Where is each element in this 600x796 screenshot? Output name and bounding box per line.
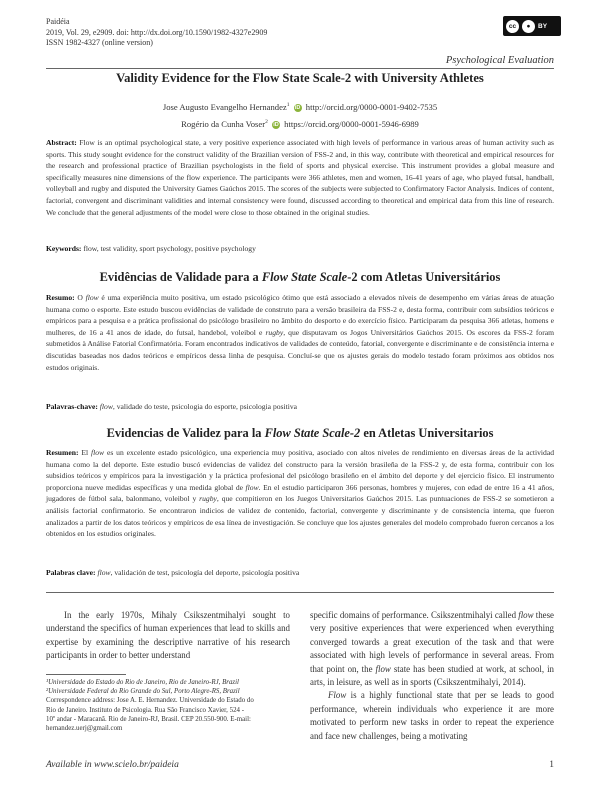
keywords-text: , validade do teste, psicologia do esporte, psicologia positiva <box>112 402 297 411</box>
title-spanish <box>46 426 554 441</box>
abstract-label: Abstract: <box>46 138 77 147</box>
cc-license-badge[interactable] <box>503 16 561 36</box>
title-part: Evidências de Validade para a <box>99 270 262 284</box>
text-part: , que compitieron en los Juegos Universitarios Gaúchos 2015. Las puntuaciones de FSS-2 se sometieron a análisis factorial confirmatorio. Se encontraron indicios de validez de contenido, factorial, convergente y discriminante y de consistencia interna, que fueron analizados a partir de los datos teóricos y empíricos de esa línea de investigación. Se concluye que los ajustes generales del modelo comprobado fueron cercanos a los obtenidos en los estudios originales. <box>46 494 554 539</box>
text-italic: Flow <box>328 690 347 701</box>
body-paragraph <box>310 609 554 689</box>
text-italic: flow <box>90 448 105 457</box>
keywords-label: Palabras clave: <box>46 568 96 577</box>
keywords-portuguese <box>46 402 554 411</box>
body-paragraph <box>310 689 554 743</box>
keywords-text: flow, test validity, sport psychology, positive psychology <box>83 244 256 253</box>
footnote-1: ¹Universidade do Estado do Rio de Janeiro, Rio de Janeiro-RJ, Brazil <box>46 679 239 686</box>
intro-paragraph: In the early 1970s, Mihaly Csikszentmihalyi sought to understand the specifics of human experiences that lead to skills and expertise by examining the descriptive narrative of his research participants in order to better understand <box>46 610 290 661</box>
author-name: Rogério da Cunha Voser <box>181 119 266 129</box>
title-part: -2 com Atletas Universitários <box>347 270 501 284</box>
correspondence-line: 10º andar - Maracanã. Rio de Janeiro-RJ, Brasil. CEP 20.550-900. E-mail: <box>46 715 251 723</box>
text-part: state has been studied at work, at school, in arts, in leisure, as well as in sports (Csikszentmihalyi, 2014). <box>310 663 554 688</box>
orcid-icon[interactable]: iD <box>273 122 279 129</box>
abstract-divider <box>46 592 554 593</box>
abstract-label: Resumo: <box>46 293 75 302</box>
footnotes <box>46 678 290 733</box>
author-affiliation: 2 <box>265 119 268 126</box>
text-italic: rugby <box>265 327 284 337</box>
title-part: Evidencias de Validez para la <box>106 426 265 440</box>
article-metadata <box>46 17 267 49</box>
footnote-2: ²Universidade Federal do Rio Grande do Sul, Porto Alegre-RS, Brazil <box>46 688 240 696</box>
keywords-label: Keywords: <box>46 244 82 253</box>
text-part: these very positive experiences that were experienced when everything converged towards a great execution of the task and that were associated with high levels of performance in several areas. From that point on, the <box>310 610 555 674</box>
title-italic: Flow State Scale <box>261 270 348 284</box>
text-part: , que disputavam os Jogos Universitários Gaúchos 2015. Os escores da FSS-2 foram submetidos à Análise Fatorial Confirmatória. Foram encontrados indicativos de validades de conteúdo, fatorial, convergente e discriminante e de consistência interna e discutidas baseadas nos dados teóricos e empíricos dessa linha de pesquisa. Concluí-se que os ajustes gerais do modelo testado foram próximos aos obtidos nos estudos originais. <box>46 327 554 372</box>
attribution-icon: ● <box>522 20 535 33</box>
author-name: Jose Augusto Evangelho Hernandez <box>162 102 287 112</box>
article-title: Validity Evidence for the Flow State Scale-2 with University Athletes <box>116 71 484 85</box>
footnote-divider <box>46 674 126 675</box>
keywords-english <box>46 244 554 253</box>
text-part: specific domains of performance. Csikszentmihalyi called <box>310 610 519 620</box>
license-type: BY <box>538 22 548 30</box>
text-part: é uma experiência muito positiva, um estado psicológico ótimo que está associado a elevados níveis de desempenho em várias áreas de atuação humana como o esporte. Este estudo buscou evidências de validade de construto para a versão brasileira da FSS-2 e, desta forma, contribuir com subsídios teóricos e empíricos para a pesquisa e a prática profissional do psicólogo brasileiro no âmbito do desporto e do exercício físico. Participaram da pesquisa 366 atletas, homens e mulheres, de 16 a 41 anos de idade, do futsal, handebol, voleibol e <box>46 293 554 337</box>
author-line-2 <box>46 119 554 129</box>
text-part: O <box>74 293 86 302</box>
abstract-english <box>46 137 554 218</box>
abstract-spanish <box>46 447 554 540</box>
correspondence-line: Correspondence address: Jose A. E. Hernandez. Universidade do Estado do <box>46 697 254 705</box>
text-part: . En el estudio participaron 366 personas, hombres y mujeres, con edad de entre 16 a 41 años, jugadores de fútbol sala, balonmano, voleibol y <box>46 482 554 504</box>
text-italic: rugby <box>199 494 217 504</box>
text-part: El <box>78 448 91 457</box>
issn-line: ISSN 1982-4327 (online version) <box>46 38 153 47</box>
orcid-icon[interactable]: iD <box>294 105 301 112</box>
abstract-label: Resumen: <box>46 448 79 457</box>
cc-icon: cc <box>506 20 519 33</box>
text-italic: flow <box>518 610 534 620</box>
keywords-label: Palavras-chave: <box>46 402 98 411</box>
journal-section: Psychological Evaluation <box>445 55 554 66</box>
journal-name: Paidéia <box>46 17 70 26</box>
body-right-column <box>310 609 554 743</box>
header-divider <box>46 68 554 69</box>
author-line-1 <box>46 102 554 112</box>
abstract-portuguese <box>46 292 554 373</box>
keyword-italic: flow <box>99 402 113 411</box>
body-left-column <box>46 609 290 663</box>
keyword-italic: flow <box>97 568 111 577</box>
orcid-link[interactable]: http://orcid.org/0000-0001-9402-7535 <box>305 102 438 112</box>
keywords-text: , validación de test, psicología del deporte, psicología positiva <box>110 568 300 577</box>
volume-doi-line[interactable]: 2019, Vol. 29, e2909. doi: http://dx.doi.org/10.1590/1982-4327e2909 <box>46 27 268 37</box>
correspondence-email[interactable]: hernandez.uerj@gmail.com <box>46 725 123 733</box>
abstract-text: Flow is an optimal psychological state, a very positive experience associated with high levels of performance in various areas of human activity such as sports. This study sought evidence for the construct validity of the Brazilian version of FSS-2 and, in this way, contribute with theoretical and empirical resources for the research and professional practice of Brazilian psychologists in the field of sports and physical exercise. This instrument provides a global measure and specifically measures nine dimensions of the flow experience. The participants were 366 athletes, men and women, 16-41 years of age, who played futsal, handball, volleyball and rugby and disputed the University Games Gaúchos 2015. The scores of the subjects were subjected to Confirmatory Factor Analysis. Indices of content, factorial, convergent and discriminant validities and internal consistency were found, discussed according to theoretical and empirical data from this line of research. We conclude that the general adjustments of the model were close to those obtained in the original studies. <box>46 138 554 217</box>
keywords-spanish <box>46 568 554 577</box>
text-part: es un excelente estado psicológico, una experiencia muy positiva, asociado con altos niveles de rendimiento en diversas áreas de la actividad humana como la del deporte. Este estudio buscó evidencias de validez del constructo para la versión brasileña de la FSS-2 y, de esta forma, contribuir con los subsidios teóricos y empíricos para la investigación y la práctica profesional del psicólogo brasileño en el ámbito del deporte y del ejercicio físico. El instrumento proporciona nueve medidas específicas y una medida global de <box>46 448 555 492</box>
page-number: 1 <box>549 760 554 770</box>
title-part: en Atletas Universitarios <box>360 426 494 440</box>
correspondence-line: Rio de Janeiro. Instituto de Psicologia. Rua São Francisco Xavier, 524 - <box>46 706 244 714</box>
author-affiliation: 1 <box>286 102 290 109</box>
text-italic: flow <box>375 663 391 674</box>
text-italic: flow <box>245 482 259 492</box>
text-part: is a highly functional state that per se leads to good performance, wherein individuals who experience it are more motivated to perform new tasks in order to repeat the experience and face new challenges, being a motivating <box>310 690 554 741</box>
title-italic: Flow State Scale-2 <box>264 426 361 440</box>
title-portuguese <box>46 270 554 285</box>
footer-url[interactable]: Available in www.scielo.br/paideia <box>46 760 179 770</box>
text-italic: flow <box>85 293 99 302</box>
orcid-link[interactable]: https://orcid.org/0000-0001-5946-6989 <box>284 119 419 129</box>
